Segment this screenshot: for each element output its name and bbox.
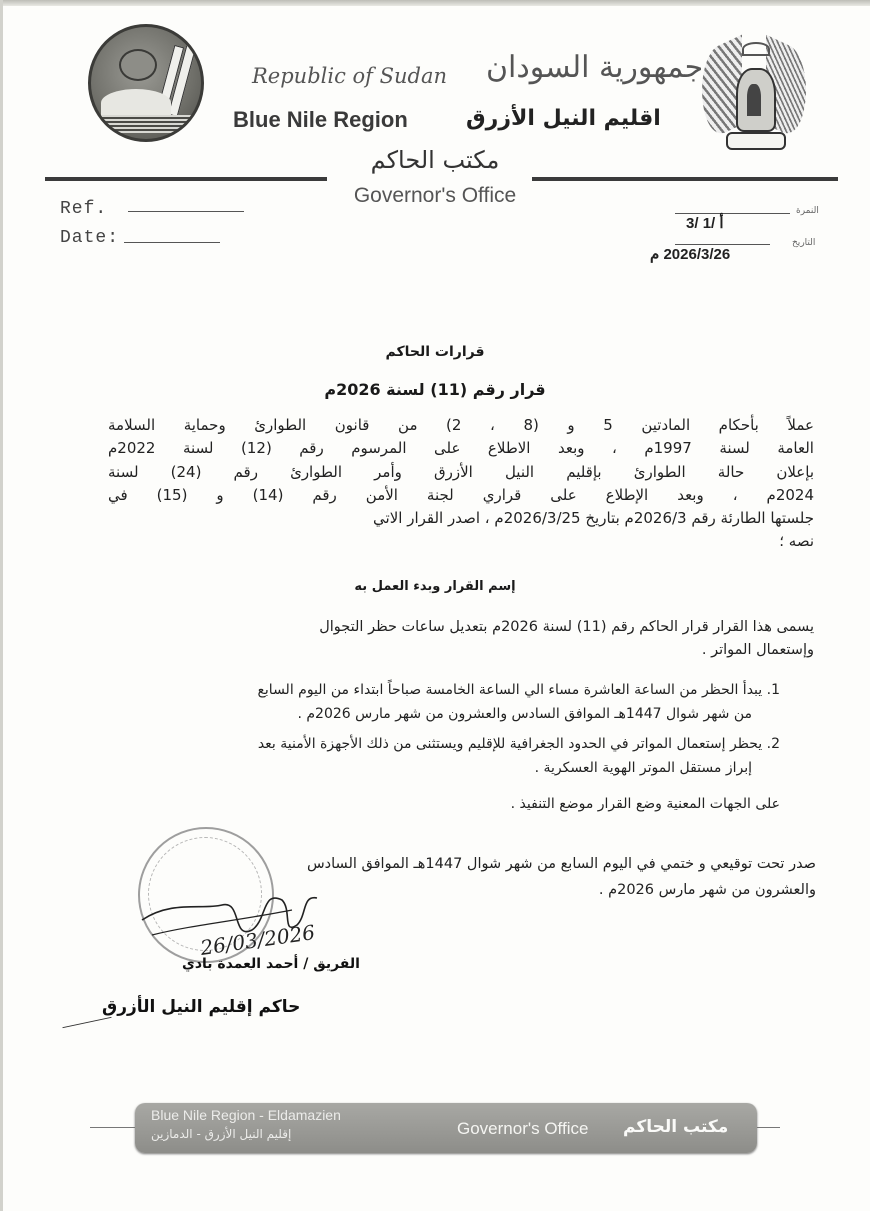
date-label-en: Date: xyxy=(60,228,120,248)
item-line xyxy=(140,732,780,756)
item-number: 1. xyxy=(766,682,780,698)
footer-office-en: Governor's Office xyxy=(457,1119,589,1138)
signature-stroke xyxy=(62,1017,111,1028)
ref-number: 3/ أ /1 xyxy=(686,215,724,232)
date-line-en xyxy=(124,242,220,243)
signatory-title: حاكم إقليم النيل الأزرق xyxy=(102,997,301,1017)
issued-line: والعشرون من شهر مارس 2026م . xyxy=(598,882,816,898)
region-title-en: Blue Nile Region xyxy=(233,107,408,132)
decision-item-2 xyxy=(140,732,780,780)
flower-emblem-icon xyxy=(119,49,157,81)
item-text: يحظر إستعمال المواتر في الحدود الجغرافية للإقليم ويستثنى من ذلك الأجهزة الأمنية بعد xyxy=(257,736,763,752)
preamble-line: عملاً بأحكام المادتين 5 و (8 ، 2) من قانون الطوارئ وحماية السلامة xyxy=(108,416,814,434)
water-stripes xyxy=(91,115,201,133)
item-line xyxy=(140,678,780,702)
region-title-ar: اقليم النيل الأزرق xyxy=(466,106,661,131)
section-text-line: وإستعمال المواتر . xyxy=(701,642,814,658)
section-title: إسم القرار وبدء العمل به xyxy=(354,579,516,594)
footer-office-ar: مكتب الحاكم xyxy=(623,1117,729,1137)
republic-title-en: Republic of Sudan xyxy=(252,64,448,88)
landscape-shape xyxy=(101,89,171,117)
shield xyxy=(736,68,776,132)
preamble xyxy=(108,414,814,554)
preamble-line: 2024م ، وبعد الإطلاع على قراري لجنة الأمن رقم (14) و (15) في xyxy=(108,485,814,504)
header-rule-right xyxy=(532,177,838,181)
closing-statement: على الجهات المعنية وضع القرار موضع التنفيذ . xyxy=(510,796,780,812)
document-date: 2026/3/26 م xyxy=(650,246,731,263)
section-text xyxy=(118,614,814,664)
handwritten-date: 26/03/2026 xyxy=(198,920,317,960)
sudan-coat-of-arms-icon xyxy=(700,40,808,152)
preamble-line: العامة لسنة 1997م ، وبعد الاطلاع على المرسوم رقم (12) لسنة 2022م xyxy=(108,439,814,458)
preamble-line: جلستها الطارئة رقم 2026/3م بتاريخ 2026/3/25م ، اصدر القرار الاتي xyxy=(373,509,814,528)
document-heading: قرارات الحاكم xyxy=(385,344,485,360)
item-text: يبدأ الحظر من الساعة العاشرة مساء الي الساعة الخامسة صباحاً ابتداء من اليوم السابع xyxy=(257,682,763,698)
motto-scroll xyxy=(726,132,786,150)
footer-location-ar: إقليم النيل الأزرق - الدمازين xyxy=(151,1127,292,1141)
crest xyxy=(742,42,770,56)
letterhead-footer xyxy=(135,1103,757,1153)
item-line: إبراز مستقل الموتر الهوية العسكرية . xyxy=(534,760,752,776)
decision-item-1 xyxy=(140,678,780,726)
ref-label-en: Ref. xyxy=(60,199,108,219)
ref-line-en xyxy=(128,211,244,212)
date-label-ar: التاريخ xyxy=(792,238,816,248)
item-number: 2. xyxy=(766,736,780,752)
ref-label-ar: النمرة xyxy=(796,206,819,216)
header-rule-left xyxy=(45,177,327,181)
office-title-en: Governor's Office xyxy=(353,184,517,207)
preamble-line: نصه ؛ xyxy=(779,532,814,551)
office-title-ar: مكتب الحاكم xyxy=(370,146,500,174)
signatory-name: الفريق / أحمد العمدة بادي xyxy=(182,956,360,972)
footer-location-en: Blue Nile Region - Eldamazien xyxy=(151,1107,341,1123)
blue-nile-seal-icon xyxy=(88,24,204,142)
preamble-line: بإعلان حالة الطوارئ بإقليم النيل الأزرق وأمر الطوارئ رقم (24) لسنة xyxy=(108,462,815,481)
section-text-line: يسمى هذا القرار قرار الحاكم رقم (11) لسنة 2026م بتعديل ساعات حظر التجوال xyxy=(319,619,814,635)
republic-title-ar: جمهورية السودان xyxy=(486,50,704,85)
item-line: من شهر شوال 1447هـ الموافق السادس والعشرون من شهر مارس 2026م . xyxy=(297,706,752,722)
decision-title: قرار رقم (11) لسنة 2026م xyxy=(324,380,546,399)
issued-line: صدر تحت توقيعي و ختمي في اليوم السابع من شهر شوال 1447هـ الموافق السادس xyxy=(306,856,816,872)
